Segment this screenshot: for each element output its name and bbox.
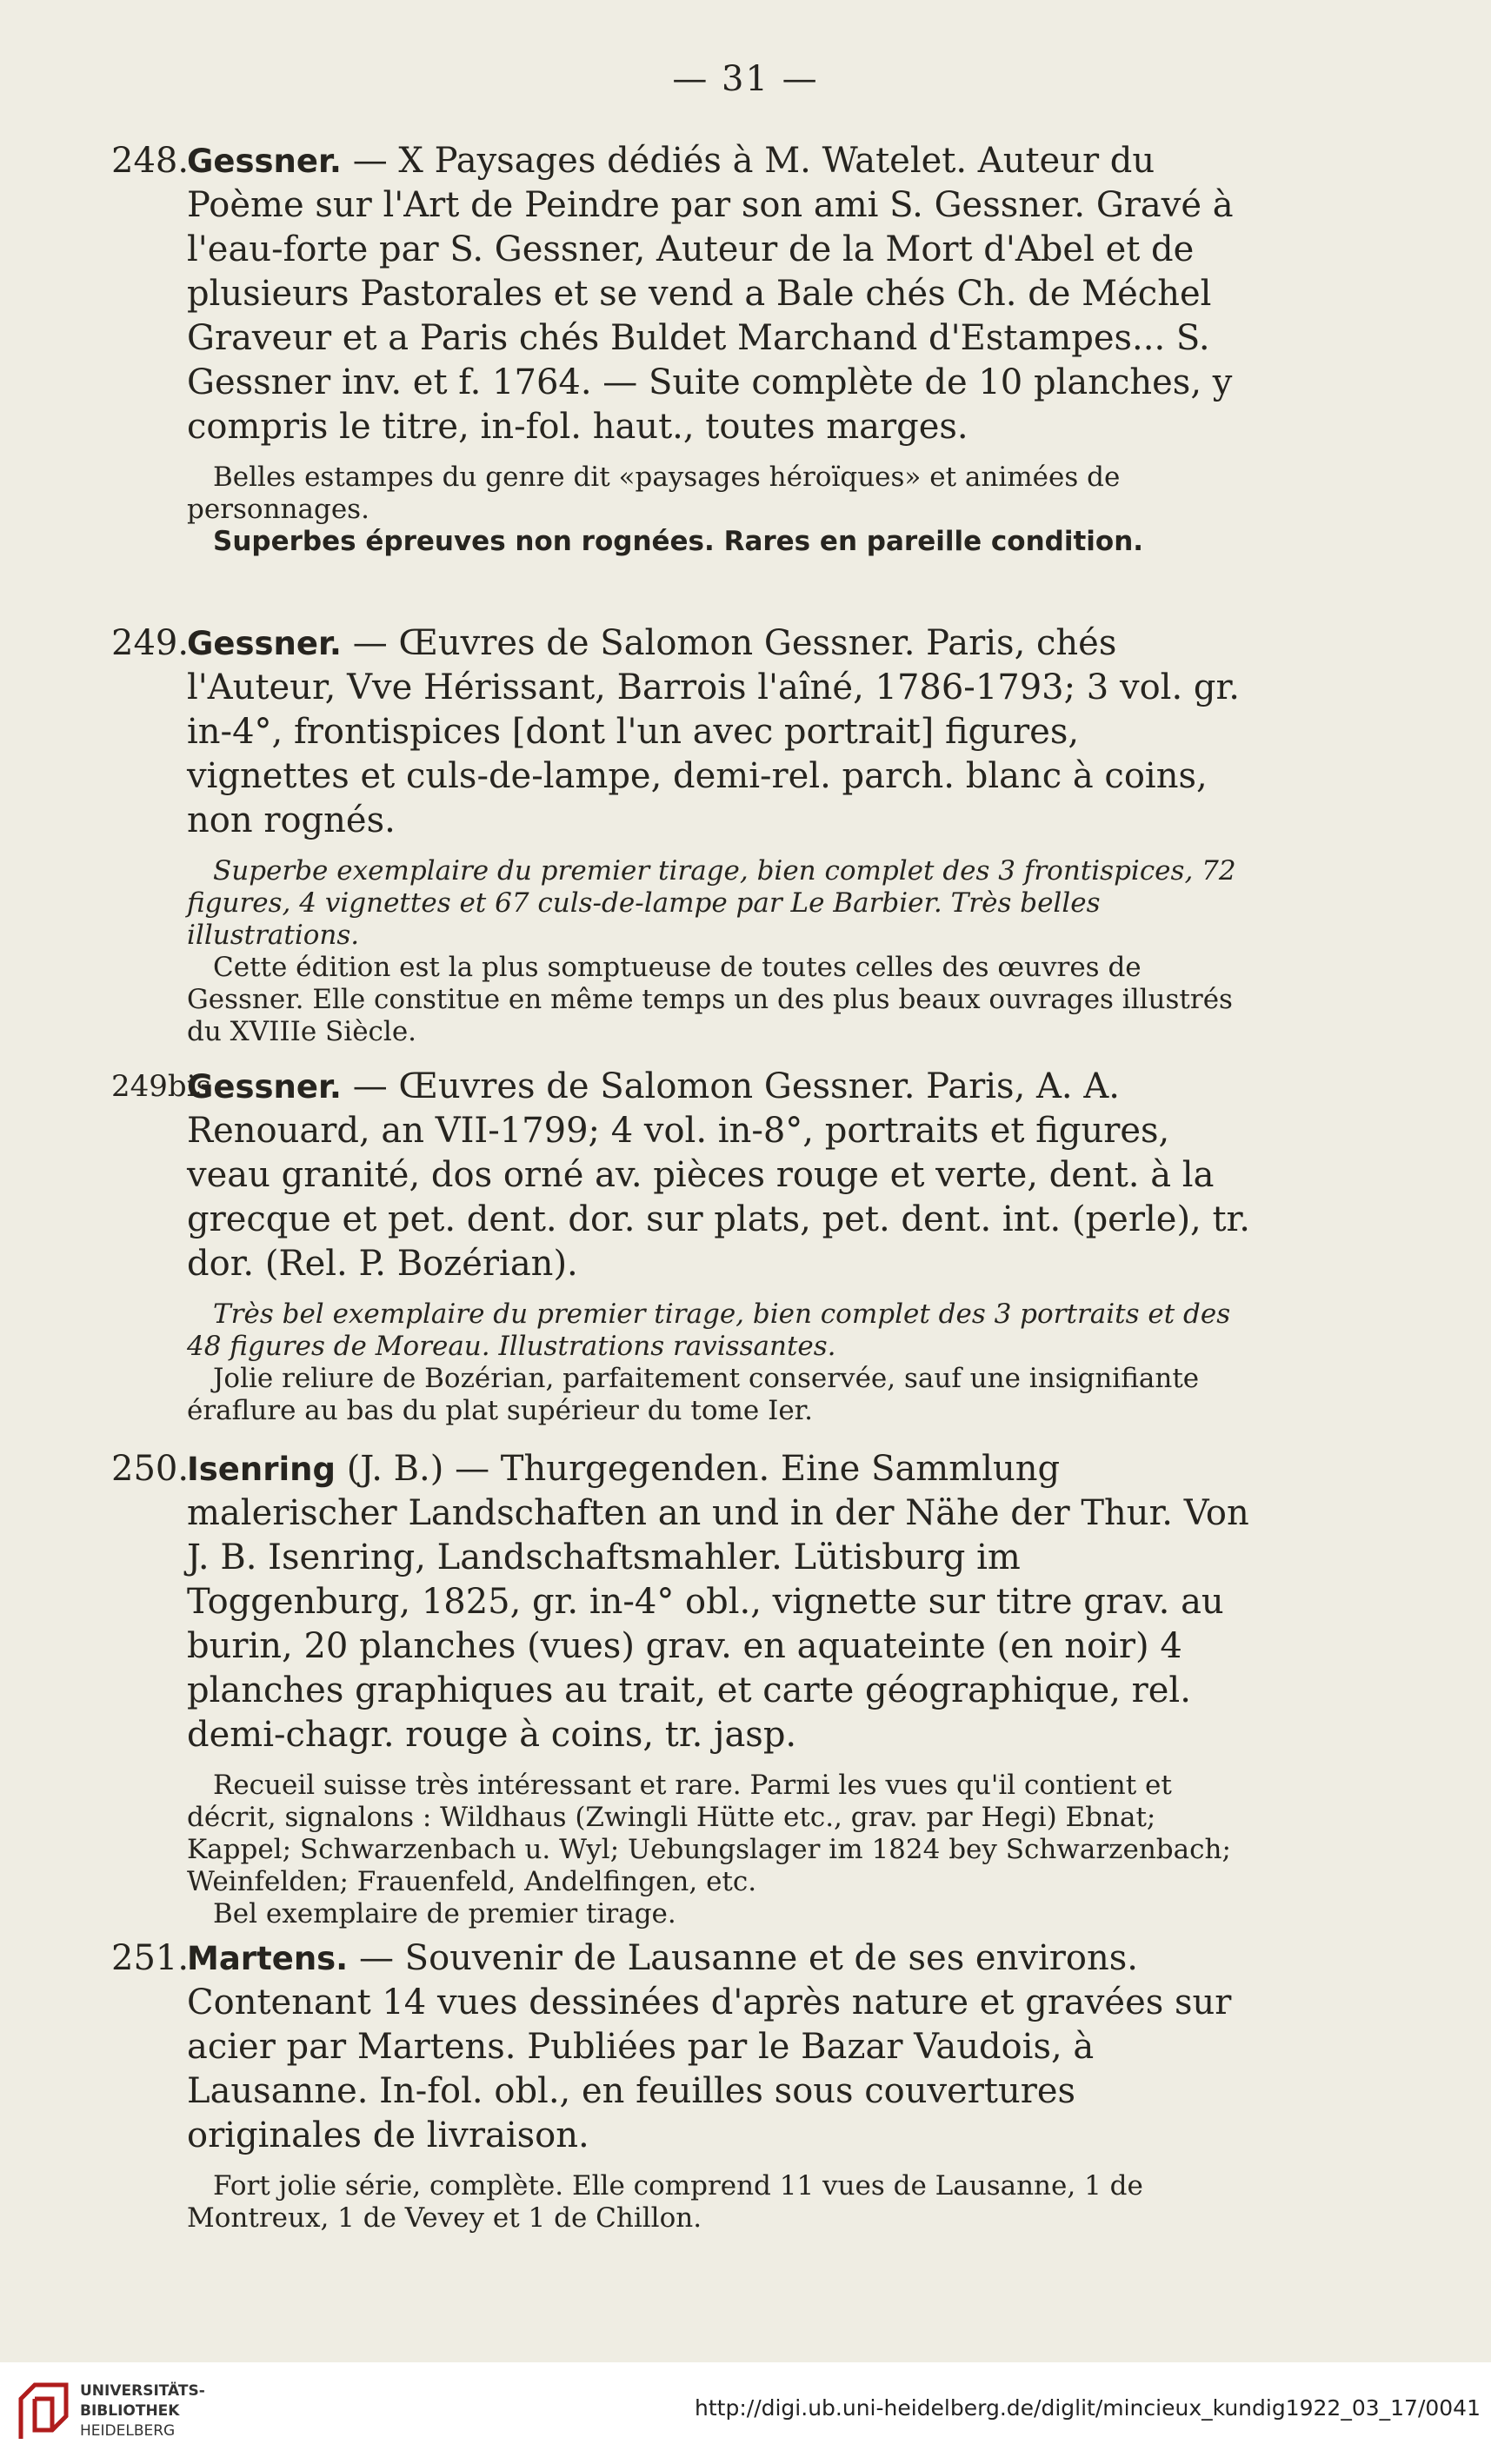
- catalog-entry: [111, 1447, 1252, 1930]
- entry-note: Bel exemplaire de premier tirage.: [213, 1898, 676, 1929]
- entry-note: Belles estampes du genre dit «paysages héroïques» et animées de personnages.: [187, 462, 1121, 525]
- entry-number: 248.: [111, 141, 190, 181]
- entry-note: Fort jolie série, complète. Elle comprend 11 vues de Lausanne, 1 de Montreux, 1 de Vevey et 1 de Chillon.: [187, 2170, 1143, 2234]
- entry-author: Martens.: [187, 1940, 349, 1977]
- catalog-entry: [111, 1936, 1252, 2235]
- entry-number: 249.: [111, 623, 190, 663]
- entry-number: 249bis: [111, 1069, 211, 1104]
- entry-description: [111, 139, 1252, 449]
- source-url-link[interactable]: http://digi.ub.uni-heidelberg.de/diglit/mincieux_kundig1922_03_17/0041: [695, 2395, 1481, 2421]
- entry-note: Jolie reliure de Bozérian, parfaitement conservée, sauf une insignifiante éraflure au bas du plat supérieur du tome Ier.: [187, 1363, 1200, 1426]
- entry-notes: [122, 855, 1252, 1048]
- entry-author: Gessner.: [187, 1068, 342, 1106]
- entry-author: Gessner.: [187, 625, 342, 662]
- entry-text: (J. B.) — Thurgegenden. Eine Sammlung malerischer Landschaften an und in der Nähe der Thur. Von J. B. Isenring, Landschaftsmahler. Lütisburg im Toggenburg, 1825, gr. in-4° obl., vignette sur titre grav. au burin, 20 planches (vues) grav. en aquateinte (en noir) 4 planches graphiques au trait, et carte géographique, rel. demi-chagr. rouge à coins, tr. jasp.: [187, 1449, 1249, 1755]
- entry-note: Cette édition est la plus somptueuse de toutes celles des œuvres de Gessner. Elle constitue en même temps un des plus beaux ouvrages illustrés du XVIIIe Siècle.: [187, 952, 1233, 1047]
- entry-author: Gessner.: [187, 143, 342, 180]
- library-name-line: BIBLIOTHEK: [80, 2402, 180, 2420]
- entry-text: — X Paysages dédiés à M. Watelet. Auteur du Poème sur l'Art de Peindre par son ami S. Gessner. Gravé à l'eau-forte par S. Gessner, Auteur de la Mort d'Abel et de plusieurs Pastorales et se vend a Bale chés Ch. de Méchel Graveur et a Paris chés Buldet Marchand d'Estampes... S. Gessner inv. et f. 1764. — Suite complète de 10 planches, y compris le titre, in-fol. haut., toutes marges.: [187, 141, 1234, 447]
- entry-notes: [122, 1770, 1252, 1930]
- entry-description: [111, 621, 1252, 843]
- entry-notes: [122, 2170, 1252, 2235]
- library-name: [80, 2381, 205, 2441]
- entry-note: Superbes épreuves non rognées. Rares en pareille condition.: [213, 526, 1144, 557]
- catalog-entry: [111, 139, 1252, 558]
- entry-description: [111, 1936, 1252, 2158]
- entry-notes: [122, 1298, 1252, 1427]
- entry-text: — Souvenir de Lausanne et de ses environs. Contenant 14 vues dessinées d'après nature et gravées sur acier par Martens. Publiées par le Bazar Vaudois, à Lausanne. In-fol. obl., en feuilles sous couvertures originales de livraison.: [187, 1938, 1232, 2155]
- entry-description: [111, 1447, 1252, 1757]
- catalog-entry: [111, 1065, 1252, 1427]
- library-name-line: UNIVERSITÄTS-: [80, 2382, 205, 2400]
- entry-number: 250.: [111, 1449, 190, 1489]
- entry-note: Très bel exemplaire du premier tirage, bien complet des 3 portraits et des 48 figures de Moreau. Illustrations ravissantes.: [187, 1298, 1231, 1362]
- entry-author: Isenring: [187, 1451, 336, 1488]
- entry-number: 251.: [111, 1938, 190, 1978]
- footer-bar: [0, 2362, 1491, 2464]
- entry-description: [111, 1065, 1252, 1286]
- entry-text: — Œuvres de Salomon Gessner. Paris, chés l'Auteur, Vve Hérissant, Barrois l'aîné, 1786-1793; 3 vol. gr. in-4°, frontispices [dont l'un avec portrait] figures, vignettes et culs-de-lampe, demi-rel. parch. blanc à coins, non rognés.: [187, 623, 1240, 840]
- library-logo-icon: [16, 2373, 71, 2442]
- entry-note: Recueil suisse très intéressant et rare. Parmi les vues qu'il contient et décrit, signalons : Wildhaus (Zwingli Hütte etc., grav. par Hegi) Ebnat; Kappel; Schwarzenbach u. Wyl; Uebungslager im 1824 bey Schwarzenbach; Weinfelden; Frauenfeld, Andelfingen, etc.: [187, 1770, 1231, 1897]
- catalog-entry: [111, 621, 1252, 1048]
- entry-note: Superbe exemplaire du premier tirage, bien complet des 3 frontispices, 72 figures, 4 vignettes et 67 culs-de-lampe par Le Barbier. Très belles illustrations.: [187, 855, 1236, 951]
- entry-text: — Œuvres de Salomon Gessner. Paris, A. A. Renouard, an VII-1799; 4 vol. in-8°, portraits et figures, veau granité, dos orné av. pièces rouge et verte, dent. à la grecque et pet. dent. dor. sur plats, pet. dent. int. (perle), tr. dor. (Rel. P. Bozérian).: [187, 1066, 1250, 1284]
- page-number: — 31 —: [672, 59, 819, 99]
- library-name-line: HEIDELBERG: [80, 2422, 176, 2440]
- entry-notes: [122, 462, 1252, 558]
